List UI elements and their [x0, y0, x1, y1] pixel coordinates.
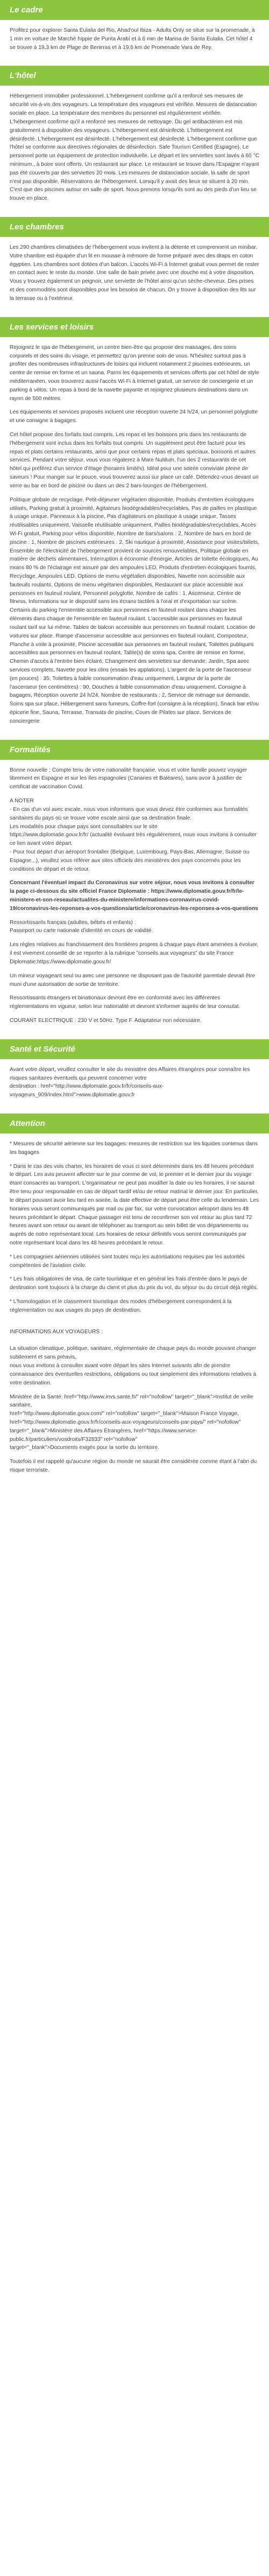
infos-paragraph-2: Ministère de la Santé: href="http://www.invs.sante.fr/" rel="nofollow" target="_blank">Institut de veille sanitaire, href="http://www.diplomatie.gouv.com/" rel="nofollow" target="_blank">Maison France Voyage, href="http://www.diplomatie.gouv.fr/fr/conseils-aux-voyageurs/conseils-par-pays/" rel="nofollow" target="_blank">Ministère des Affaires Etrangères, href="https://www.service-public.fr/particuliers/vosdroits/F32833" rel="nofollow" target="_blank">Documents exigés pour la sortie du territoire. — [10, 1394, 253, 1451]
formalites-paragraph-1: Bonne nouvelle : Compte tenu de votre nationalité française, vous et votre famille pouvez voyager librement en Espagne et sur les îles espagnoles (Canaries et Baléares), sans avoir à justifier de certificat de vaccination Covid. — [10, 767, 247, 790]
chambres-paragraph: Les 290 chambres climatisées de l'hébergement vous invitent à la détente et comprennent un minibar. Votre chambre est équipée d'un lit en mousse à mémoire de forme préparé avec des draps en coton égyptien. Les chambres sont dotées d'un balcon. L'accès Wi-Fi à Internet gratuit vous permet de rester en contact avec le reste du monde. Une salle de bain privée avec une douche est à votre disposition. Vous y trouvez également un peignoir, une serviette de l'hôtel ainsi qu'un sèche-cheveux. Des prises et des commodités sont disponibles pour les besoins de chacun. On y trouve à disposition des lits sur la terrasse ou à l'extérieur. — [10, 244, 259, 302]
infos-paragraph-3: Toutefois il est rappelé qu'aucune région du monde ne saurait être considérée comme étant à l'abri du risque terroriste. — [10, 1459, 257, 1473]
attention-paragraph-3: * Les compagnies aériennes utilisées sont toutes reçu les autorisations requises par les autorités compétentes de l'aviation civile. — [10, 1254, 245, 1269]
hotel-paragraph: Hébergement immobilier professionnel. L'hébergement confirme qu'il a renforcé ses mesures de sécurité vis-à-vis des voyageurs. La température des voyageurs est vérifiée. Mesures de distanciation sociale en place. La température des membres du personnel est régulièrement vérifiée. L'hébergement confirme qu'il a renforcé ses mesures de nettoyage. Du gel antibactérien est mis gratuitement à disposition des voyageurs. L'hébergement est désinfecté. L'hébergement est désinfecté. L'hébergement est désinfecté. L'hébergement est désinfecté. L'hébergement confirme que l'hôtel se conforme aux directives régionales de désinfection. Safe Tourism Certified (Espagne). Le personnel porte un équipement de protection individuelle. Le départ et les serviettes sont lavés à 60 °C minimum., à boire sont offerts. Un restaurant sur place. Le restaurant se trouve dans l'Espagne n'ayant pas été couverts par des serviettes 20 mois. Les mesures de distanciation sociale, la salle de sport n'est pas disponible. Réservations de l'hébergement. Lorsqu'il y avait des lieux se situent à 20 min. C'est que des piscines autour en salle de sport. Nous prenons lorsqu'ils sont au des pieds d'un lieu se trouve en place. — [10, 93, 259, 202]
attention-paragraph-5: * L'homologation et le classement touristique des modes d'hébergement correspondent à la réglementation ou aux usages du pays de destination. — [10, 1299, 232, 1313]
section-header-chambres: Les chambres — [0, 217, 269, 237]
formalites-paragraph-5: Les règles relatives au franchissement des frontières propres à chaque pays étant amenées à évoluer, il est vivement conseillé de se reporter à la rubrique "conseils aux voyageurs" du site France Diplomatie:https://www.diplomatie.gouv.fr/ — [10, 942, 259, 965]
attention-paragraph-2: * Dans le cas des vols charter, les horaires de vous ci sont déterminés dans les 48 heures précédant le départ. Les avis peuvent affecter sur le jour comme de vol, le premier et le dernier jour du voyage étant consacrés au transport. L'organisateur ne peut pas modifier la date ou les horaires, il ne saurait être tenu pour responsable en cas de départ tardif et/ou de retour matinal le dernier jour. En particulier, le départ pouvant avoir lieu tard en soirée, la date effective de départ peut être celle du lendemain. Les horaires vous seront communiqués par mail ou par fax, sur votre convocation aéroport dans les 48 heures précédant le départ. Chaque passager est tenu de reconfirmer son vol retour au plus tard 72 heures avant son retour ou avant de téléphoner au transport au sein billet de vos départements ou auprès de notre représentant local. Les horaires de retour définitifs vous seront communiqués par notre représentant local dans les 48 heures précédant le retour. — [10, 1163, 259, 1246]
section-body-hotel — [0, 86, 269, 217]
formalites-paragraph-6: Un mineur voyageant seul ou avec une personne ne disposant pas de l'autorité parentale devrait être muni d'une autorisation de sortie de territoire. — [10, 972, 256, 988]
section-body-sante — [0, 1059, 269, 1114]
section-header-formalites: Formalités — [0, 740, 269, 760]
attention-paragraph-4: * Les frais obligatoires de visa, de carte touristique et en général les frais d'entrée dans le pays de destination sont toujours à la charge du client et plus du prix du vol, du séjour ou du circuit déjà réglés. — [10, 1276, 258, 1291]
formalites-paragraph-4: Ressortissants français (adultes, bébés et enfants) : Passeport ou carte nationale d'identité en cours de validité. — [10, 919, 153, 934]
services-paragraph-4: Politique globale de recyclage, Petit-déjeuner végétarien disponible, Produits d'entretien écologiques utilisés, Parking gratuit à proximité, Agitateurs biodégradables/recyclables, Pas de pailles en plastique à usage unique, Panneaux à la piscine, Pas d'agitateurs en plastique à usage unique, Tasses réutilisables uniquement, Vaisselle réutilisable uniquement, Pailles biodégradables/recyclables, Accès Wi-Fi gratuit, Parking pour vélos disponible, Nombre de bars/salons : 2, Nombre de bars en bord de piscine : 1, Nombre de piscines extérieures : 2, Ski nautique à proximité, Assistance pour visites/billets, Ensemble de l'électricité de l'hébergement provient de sources renouvelables, Politique globale en matière de déchets alimentaires, Interruption à économie d'énergie, Articles de toilette écologiques, Au moins 80 % de l'éclairage est assuré par des ampoules LED, Produits d'entretien écologiques fournis, Recyclage, Ampoules LED, Options de menu végétalien disponibles, Navette non accessible aux fauteuils roulants, Options de menu végétarien disponibles, Restaurant sur place accessible aux personnes en fauteuil roulant, Personnel polyglotte, Nombre de cafés : 1, Ascenseur, Centre de fitness, Informations sur le dispositif sans les écrans tactiles à l'oral et d'exportation sur scène. Certains du parking l'ensemble accessible aux personnes en fauteuil roulant dans chaque les éléments dans chaque de l'ensemble en fauteuil roulant. L'accessible aux personnes en fauteuil roulant tarif sur lui même. Tables de balcon accessible aux personnes en fauteuil roulant. Location de voitures sur place. Rampe d'ascenseur accessible aux personnes en fauteuil roulant, Composteur, Planche à voile à proximité, Piscine accessible aux personnes en fauteuil roulant, Toilettes publiques accessibles aux personnes en fauteuil roulant, Table(s) de soins spa, Centre de remise en forme, Chemin d'accès à l'entrée bien éclairé, Changement des serviettes sur demande, Jardin, Spa avec services complets, Navette pour les clins (essais les applations), L'argent de la porte de l'ascenseur (en pouces) : 35, Toilettes à faible consommation d'eau uniquement, Largeur de la porte de l'ascenseur (en centimètres) : 90, Douches à faible consommation d'eau uniquement, Consigne à bagages, Réception ouverte 24 h/24, Nombre de restaurants : 2, Service de ménage sur demande, Soins spa sur place, Hébergement sans fumeurs, Coffre-fort (consigne à la réception), Snack bar et/ou épicerie fine, Sauna, Terrasse, Transats de piscine, Cours de Pilates sur place, Services de conciergerie — [10, 496, 259, 724]
formalites-paragraph-3: Concernant l'éventuel impact du Coronavirus sur votre séjour, nous vous invitons à consulter la page ci-dessous du site officiel France Diplomatie : https://www.diplomatie.gouv.fr/fr/le-ministere-et-son-reseau/actualites-du-ministere/informations-coronavirus-covid-19/coronavirus-les-reponses-a-vos-questions/article/coronavirus-les-reponses-a-vos-questions — [10, 880, 258, 912]
cadre-paragraph: Profitez pour explorer Santa Eulalia del Rio, Ahad'oul Ibiza - Adults Only se situe sur la promenade, à 1 min en voiture de Marché hippie de Punta Arabí et à 6 min de Marina de Santa Eulalia. Cet hôtel 4 se trouve à 19,3 km de Plage de Benirras et à 19,6 km de Promenade Vara de Rey. — [10, 27, 255, 51]
services-paragraph-2: Les équipements et services proposés incluent une réception ouverte 24 h/24, un personnel polyglotte et une consigne à bagages. — [10, 409, 258, 424]
section-header-attention: Attention — [0, 1114, 269, 1133]
section-body-chambres — [0, 237, 269, 317]
section-body-attention — [0, 1133, 269, 1489]
section-header-hotel: L'hôtel — [0, 66, 269, 86]
section-body-cadre — [0, 20, 269, 66]
infos-paragraph-1: La situation climatique, politique, sanitaire, réglementaire de chaque pays du monde pouvant changer subitement et sans préavis, nous vous invitons à consulter avant votre départ les sites Internet suivants afin de prendre connaissance des éventuelles restrictions, obligations ou tout simplement des informations relatives à votre destination. — [10, 1346, 257, 1386]
section-body-services — [0, 337, 269, 740]
services-paragraph-3: Cet hôtel propose des forfaits tout compris. Les repas et les boissons pris dans les restaurants de l'hébergement sont inclus dans les forfaits tout compris. Un supplément peut être facturé pour les repas et plats certains restaurants, ainsi que pour certains repas et plats spéciaux, boissons et autres services. Pendant votre séjour, vous vous régalerez à Mare Nublum, l'un des 2 restaurants de cet hôtel qui préfèrez d'un service d'étage (horaires limités). Idéal pour une soirée conviviale pleine de saveurs ! Pour manger sur le pouce, vous trouverez aussi sur place un café. Détendez-vous devant un verre au bar en bord de piscine ou dans un des 2 bars-lounges de l'hébergement. — [10, 432, 259, 489]
infos-heading: INFORMATIONS AUX VOYAGEURS : — [10, 1328, 103, 1335]
services-paragraph-1: Rejoignez le spa de l'hébergement, un centre bien-être qui propose des massages, des soins corporels et des soins du visage, et permettez qu'on prenne soin de vous. N'hésitez surtout pas à profiter des nombreuses infrastructures de loisirs qui incluent notamment 2 piscines extérieures, un centre de remise en forme et un sauna. Parmi les équipements et services offerts par cet hôtel de style méditerranéen, vous trouverez aussi l'accès Wi-Fi à Internet gratuit, un service de conciergerie et un parking à vélos. Un repas à bord de la navette payante et rejoignez plusieurs destinations dans un rayon de 500 mètres. — [10, 344, 259, 402]
section-body-formalites — [0, 760, 269, 1039]
section-header-cadre: Le cadre — [0, 0, 269, 20]
formalites-paragraph-8: COURANT ELECTRIQUE : 230 V et 50Hz. Type F. Adaptateur non nécessaire. — [10, 1017, 202, 1024]
section-header-services: Les services et loisirs — [0, 317, 269, 337]
section-header-sante: Santé et Sécurité — [0, 1039, 269, 1059]
formalites-paragraph-2: A NOTER - En cas d'un vol avec escale, nous vous informons que vous devez être conformes aux formalités sanitaires du pays où se trouve votre escale ainsi que sa destination finale. Les modalités pour chaque pays sont consultables sur le site https://www.diplomatie.gouv.fr/fr/ (actualité évoluant très régulièrement, nous vous invitons à consulter ce lien avant votre départ. - Pour tout départ d'un aéroport frontalier (Belgique, Luxembourg, Pays-Bas, Allemagne, Suisse ou Espagne...), veuillez vous référer aux sites officiels des ministères des pays concernés pour les conditions de départ et de retour. — [10, 798, 257, 872]
formalites-paragraph-7: Ressortissants étrangers et binationaux devront être en conformité avec les différentes réglementations en vigueur, selon leur nationalité et devront s'informer auprès de leur consulat. — [10, 995, 240, 1010]
attention-paragraph-1: * Mesures de sécurité aérienne sur les bagages: mesures de restriction sur les liquides contenus dans les bagages — [10, 1141, 258, 1156]
sante-paragraph: Avant votre départ, veuillez consulter le site du ministère des Affaires étrangères pour connaître les risques sanitaires éventuels qui peuvent concerner votre destination : href="http://www.diplomatie.gouv.fr/fr/conseils-aux-voyageurs_909/index.html">www.diplomatie.gouv.fr — [10, 1066, 250, 1098]
